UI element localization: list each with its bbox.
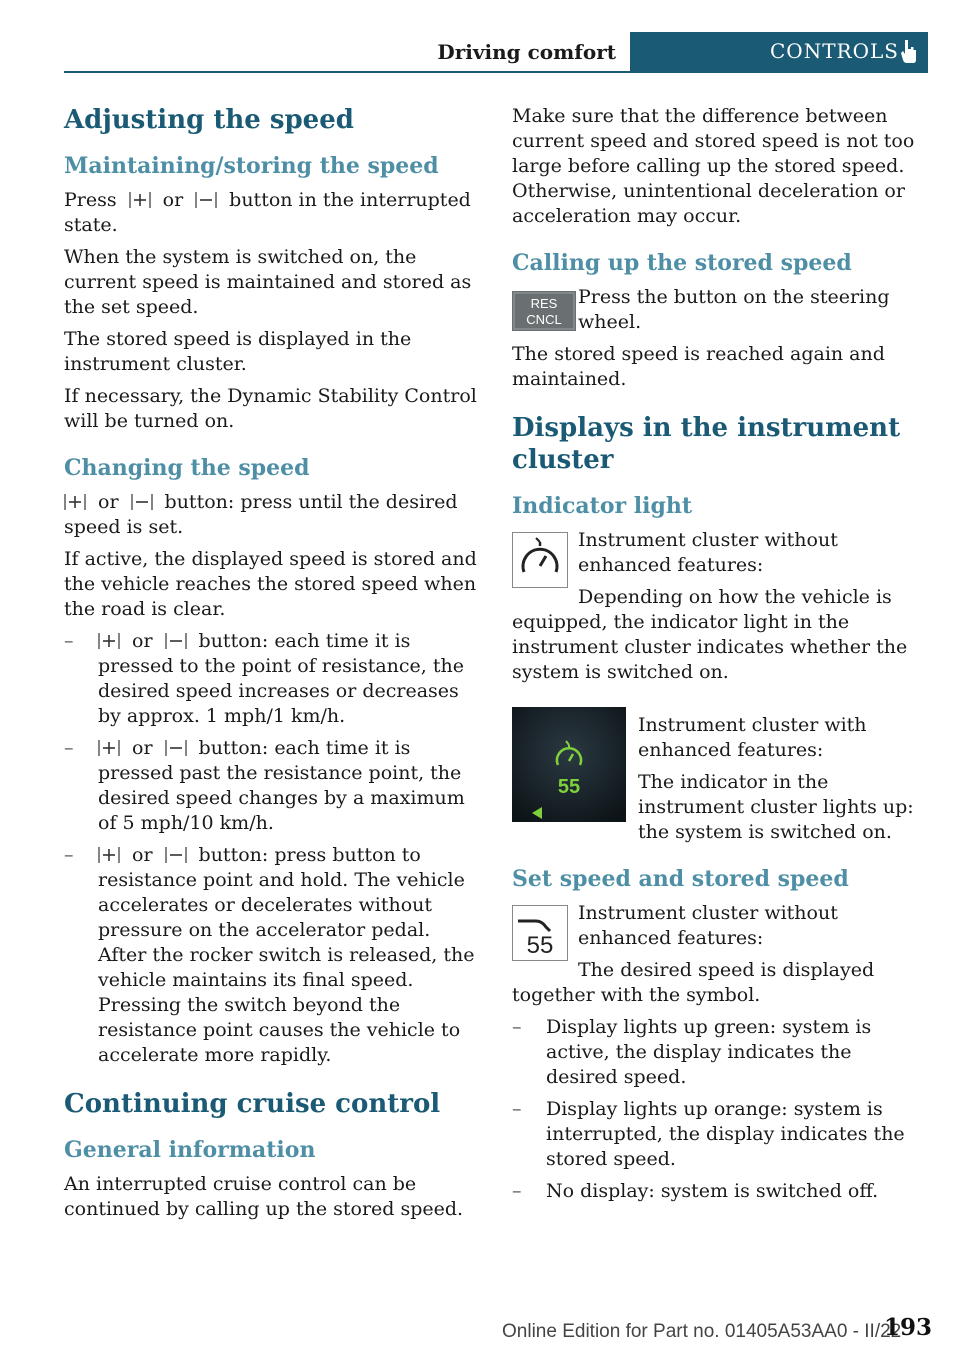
display-bullet-list — [512, 1015, 928, 1204]
paragraph-press-steering: Press the button on the steering wheel. — [578, 286, 890, 333]
paragraph-difference: Make sure that the difference between current speed and stored speed is not too large before calling up the stored speed. Otherwise, unintentional deceleration or acceleration may occur. — [512, 105, 915, 227]
svg-text:RES: RES — [530, 296, 558, 311]
plus-button-icon — [98, 632, 120, 650]
list-item: – Display lights up green: system is active, the display indicates the desired speed. — [512, 1016, 872, 1088]
paragraph-displayed: The stored speed is displayed in the instrument cluster. — [64, 328, 412, 375]
section-title: Driving comfort — [437, 40, 616, 64]
minus-button-icon — [165, 739, 187, 757]
heading-maintaining-storing: Maintaining/storing the speed — [64, 153, 439, 179]
minus-button-icon — [195, 191, 217, 209]
res-cncl-button-icon — [512, 291, 576, 331]
paragraph-if-active: If active, the displayed speed is stored and the vehicle reaches the stored speed when the road is clear. — [64, 548, 477, 620]
set-speed-symbol-icon — [512, 905, 568, 961]
heading-set-speed: Set speed and stored speed — [512, 866, 849, 892]
plus-button-icon — [64, 493, 86, 511]
list-item: – No display: system is switched off. — [512, 1180, 879, 1202]
svg-text:55: 55 — [557, 776, 581, 798]
left-column — [64, 104, 477, 1229]
heading-calling-stored-speed: Calling up the stored speed — [512, 250, 852, 276]
heading-adjusting-speed: Adjusting the speed — [64, 105, 354, 135]
plus-button-icon — [129, 191, 151, 209]
minus-button-icon — [165, 632, 187, 650]
instrument-cluster-display — [512, 707, 626, 822]
paragraph-lights-up: The indicator in the instrument cluster lights up: the system is switched on. — [638, 771, 914, 843]
paragraph-desired-displayed: The desired speed is displayed together with the symbol. — [512, 959, 875, 1006]
paragraph-interrupted: An interrupted cruise control can be continued by calling up the stored speed. — [64, 1173, 464, 1220]
paragraph-depending: Depending on how the vehicle is equipped, the indicator light in the instrument cluster indicates whether the system is switched on. — [512, 586, 908, 683]
chapter-title: CONTROLS — [770, 39, 899, 63]
svg-text:CNCL: CNCL — [526, 312, 562, 327]
indicator-without-row — [512, 528, 928, 685]
paragraph-change-speed: or button: press until the desired speed is set. — [64, 491, 458, 538]
plus-button-icon — [98, 739, 120, 757]
list-item: – or button: press button to resistance point and hold. The vehicle accelerates or decelerates without pressure on the accelerator pedal. After the rocker switch is released, the vehicle maintains its final speed. Pressing the switch beyond the resistance point causes the vehicle to accelerate more rapidly. — [64, 844, 475, 1066]
paragraph-without-enhanced: Instrument cluster without enhanced features: — [578, 529, 838, 576]
cruise-control-gauge-icon — [512, 532, 568, 588]
paragraph-press-button: Press or button in the interrupted state. — [64, 189, 471, 236]
paragraph-with-enhanced: Instrument cluster with enhanced features: — [638, 714, 867, 761]
paragraph-dsc: If necessary, the Dynamic Stability Control will be turned on. — [64, 385, 477, 432]
chapter-tab — [630, 32, 928, 71]
page-header — [64, 32, 928, 73]
paragraph-reached: The stored speed is reached again and maintained. — [512, 343, 885, 390]
minus-button-icon — [131, 493, 153, 511]
right-column — [512, 104, 928, 1211]
page-number: 193 — [884, 1314, 933, 1341]
heading-displays: Displays in the instrument cluster — [512, 413, 901, 475]
paragraph-switched-on: When the system is switched on, the current speed is maintained and stored as the set speed. — [64, 246, 472, 318]
list-item: – or button: each time it is pressed past the resistance point, the desired speed changes by a maximum of 5 mph/10 km/h. — [64, 737, 465, 834]
svg-text:55: 55 — [526, 932, 554, 959]
edition-footer: Online Edition for Part no. 01405A53AA0 - II/22 — [502, 1321, 902, 1342]
adjust-bullet-list — [64, 629, 477, 1068]
plus-button-icon — [98, 846, 120, 864]
minus-button-icon — [165, 846, 187, 864]
pointing-hand-icon — [898, 38, 920, 64]
heading-indicator-light: Indicator light — [512, 493, 693, 519]
heading-continuing-cruise: Continuing cruise control — [64, 1089, 441, 1119]
heading-changing-speed: Changing the speed — [64, 455, 310, 481]
setspeed-without-row — [512, 901, 928, 1008]
paragraph-without-enhanced-2: Instrument cluster without enhanced features: — [578, 902, 838, 949]
indicator-with-row — [512, 713, 928, 845]
list-item: – or button: each time it is pressed to the point of resistance, the desired speed increases or decreases by approx. 1 mph/1 km/h. — [64, 630, 464, 727]
list-item: – Display lights up orange: system is interrupted, the display indicates the stored speed. — [512, 1098, 905, 1170]
res-cncl-row — [512, 285, 928, 335]
heading-general-information: General information — [64, 1137, 316, 1163]
